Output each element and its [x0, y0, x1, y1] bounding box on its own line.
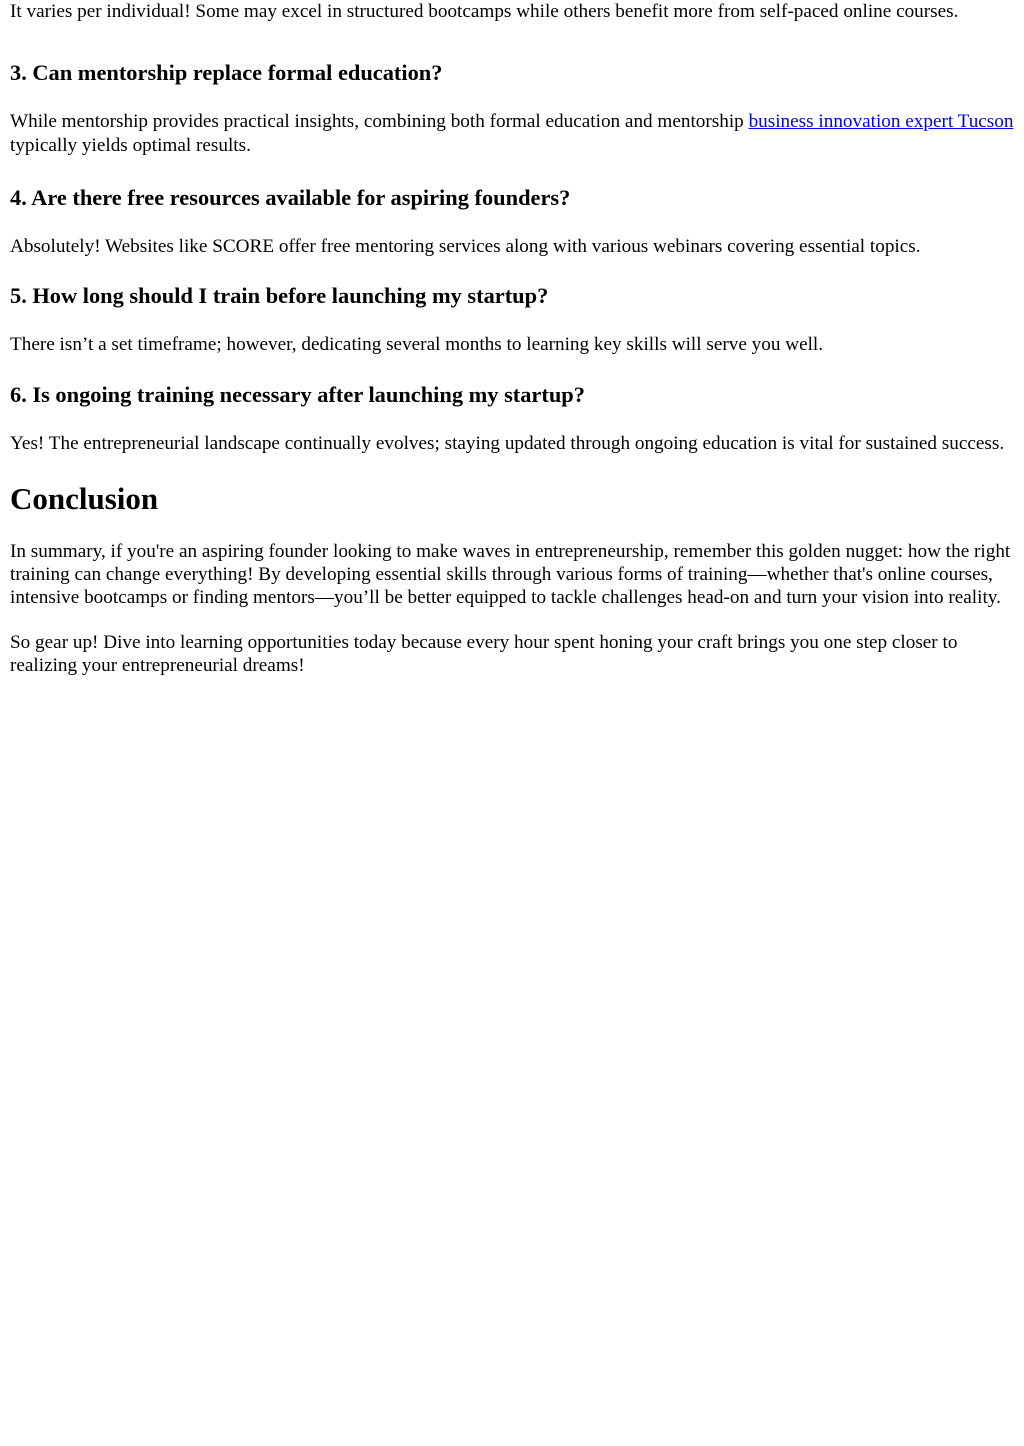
faq-answer-2: It varies per individual! Some may excel in structured bootcamps while others benefit more from self-paced online courses.: [10, 1, 959, 22]
faq-answer-6: Yes! The entrepreneurial landscape continually evolves; staying updated through ongoing education is vital for sustained success.: [10, 433, 1005, 455]
faq-question-5: 5. How long should I train before launching my startup?: [10, 283, 549, 309]
faq-question-4: 4. Are there free resources available for aspiring founders?: [10, 184, 571, 210]
faq-question-3: 3. Can mentorship replace formal education?: [10, 60, 443, 86]
faq-answer-4: Absolutely! Websites like SCORE offer free mentoring services along with various webinars covering essential topics.: [10, 235, 921, 257]
faq-answer-5: There isn’t a set timeframe; however, dedicating several months to learning key skills will serve you well.: [10, 334, 824, 356]
conclusion-heading: Conclusion: [10, 480, 159, 516]
faq-answer-3: [10, 110, 1014, 157]
conclusion-paragraph-2: So gear up! Dive into learning opportunities today because every hour spent honing your craft brings you one step closer to realizing your entrepreneurial dreams!: [10, 631, 958, 676]
faq-answer-3-text-before: While mentorship provides practical insights, combining both formal education and mentorship: [10, 111, 749, 133]
faq-question-6: 6. Is ongoing training necessary after launching my startup?: [10, 382, 585, 408]
faq-answer-3-text-after: typically yields optimal results.: [10, 134, 251, 156]
article-body: [0, 0, 1024, 677]
conclusion-paragraph-1: In summary, if you're an aspiring founder looking to make waves in entrepreneurship, remember this golden nugget: how the right training can change everything! By developing essential skills through various forms of training—whether that's online courses, intensive bootcamps or finding mentors—you’ll be better equipped to tackle challenges head-on and turn your vision into reality.: [10, 540, 1011, 609]
business-innovation-expert-link[interactable]: business innovation expert Tucson: [748, 111, 1014, 133]
